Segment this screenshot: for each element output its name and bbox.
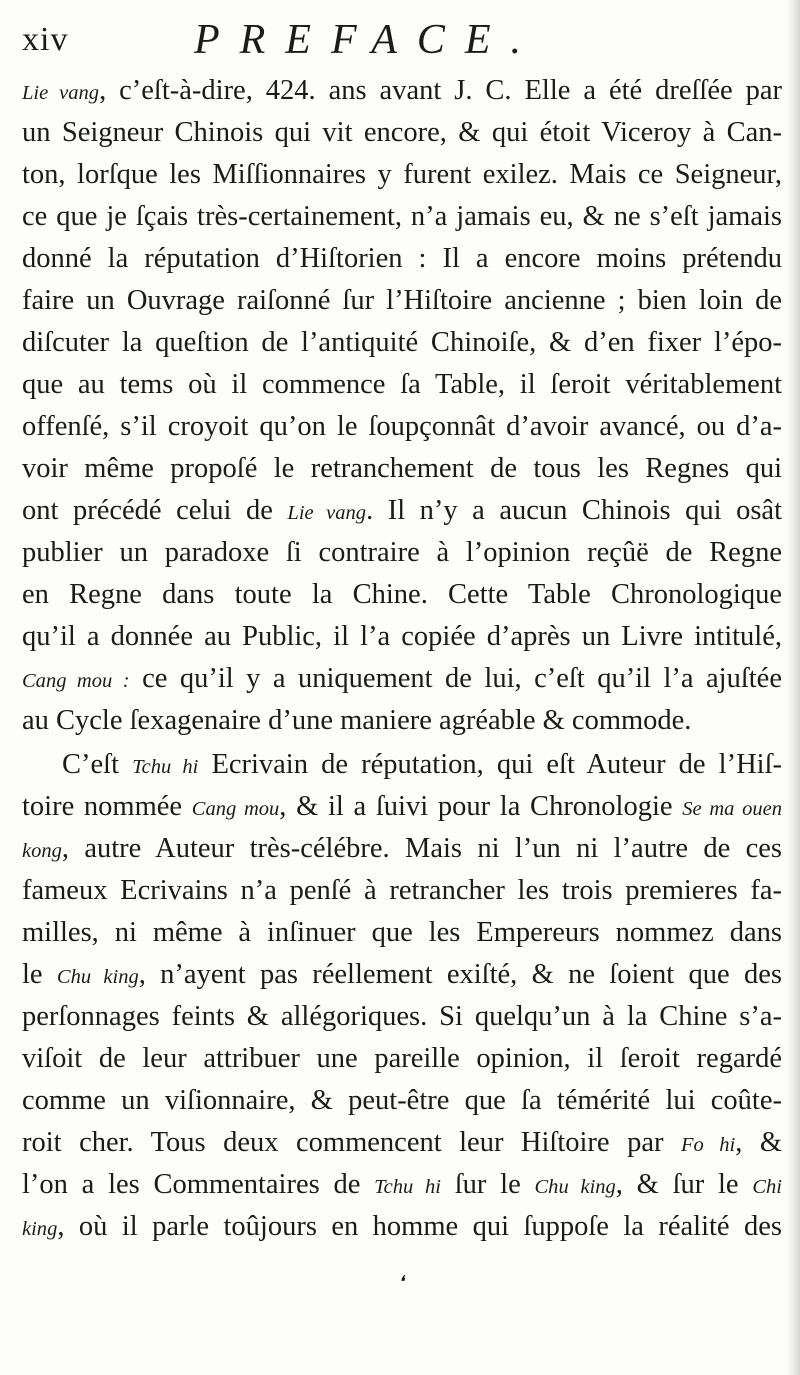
text-run: en Regne dans toute la Chine. Cette Table Chronologique [22, 579, 782, 610]
text-line [22, 406, 782, 448]
text-line [22, 1080, 782, 1122]
text-run: offenſé, s’il croyoit qu’on le ſoupçonnât d’avoir avancé, ou d’a- [22, 411, 782, 442]
text-run: voir même propoſé le retranchement de tous les Regnes qui [22, 453, 782, 484]
text-line [22, 364, 782, 406]
text-run: un Seigneur Chinois qui vit encore, & qui étoit Viceroy à Can- [22, 117, 782, 148]
text-run: viſoit de leur attribuer une pareille opinion, il ſeroit regardé [22, 1043, 782, 1074]
text-run: ſur le [441, 1169, 535, 1200]
text-line [22, 112, 782, 154]
text-line [22, 1122, 782, 1164]
text-line [22, 658, 782, 700]
text-line [22, 954, 782, 996]
text-run: ont précédé celui de [22, 495, 288, 526]
text-run: au Cycle ſexagenaire d’une maniere agréable & commode. [22, 705, 692, 736]
italic-run: Chu king [56, 966, 139, 988]
italic-run: Cang mou [191, 798, 280, 820]
page-edge-shadow [786, 0, 800, 1375]
text-run: , c’eſt-à-dire, 424. ans avant J. C. Elle a été dreſſée par [99, 75, 782, 106]
text-line [22, 280, 782, 322]
text-line [22, 1164, 782, 1206]
text-run: roit cher. Tous deux commencent leur Hiſtoire par [22, 1127, 681, 1158]
text-run: toire nommée [22, 791, 192, 822]
italic-run: kong [22, 840, 62, 862]
text-run: milles, ni même à inſinuer que les Empereurs nommez dans [22, 917, 782, 948]
text-run: , & [735, 1127, 782, 1158]
text-line [22, 238, 782, 280]
text-run: , & il a ſuivi pour la Chronologie [279, 791, 683, 822]
body-text [22, 70, 782, 1248]
italic-run: Se ma ouen [682, 798, 782, 820]
text-run: , & ſur le [615, 1169, 753, 1200]
text-line [22, 828, 782, 870]
text-line [22, 196, 782, 238]
text-run: , n’ayent pas réellement exiſté, & ne ſoient que des [138, 959, 782, 990]
text-run: que au tems où il commence ſa Table, il ſeroit véritablement [22, 369, 782, 400]
text-line [22, 70, 782, 112]
italic-run: Lie vang [22, 82, 100, 104]
italic-run: Cang mou : [22, 670, 130, 692]
italic-run: Chu king [534, 1176, 616, 1198]
text-run: faire un Ouvrage raiſonné ſur l’Hiſtoire ancienne ; bien loin de [22, 285, 782, 316]
text-line [22, 786, 782, 828]
text-run: perſonnages feints & allégoriques. Si quelqu’un à la Chine s’a- [22, 1001, 782, 1032]
text-line [22, 490, 782, 532]
text-run: , où il parle toûjours en homme qui ſuppoſe la réalité des [57, 1211, 782, 1242]
text-line [22, 996, 782, 1038]
text-run: fameux Ecrivains n’a penſé à retrancher les trois premieres fa- [22, 875, 782, 906]
text-line [22, 870, 782, 912]
text-run: comme un viſionnaire, & peut-être que ſa témérité lui coûte- [22, 1085, 782, 1116]
text-run: ton, lorſque les Miſſionnaires y furent exilez. Mais ce Seigneur, [22, 159, 782, 190]
text-line [22, 1206, 782, 1248]
text-line [22, 532, 782, 574]
text-run: qu’il a donnée au Public, il l’a copiée d’après un Livre intitulé, [22, 621, 782, 652]
text-run: le [22, 959, 57, 990]
text-run: diſcuter la queſtion de l’antiquité Chinoiſe, & d’en fixer l’épo- [22, 327, 782, 358]
text-line [22, 154, 782, 196]
text-run: ce que je ſçais très-certainement, n’a jamais eu, & ne s’eſt jamais [22, 201, 782, 232]
text-run: ce qu’il y a uniquement de lui, c’eſt qu’il l’a ajuſtée [129, 663, 782, 694]
text-line [22, 700, 782, 742]
text-run: l’on a les Commentaires de [22, 1169, 375, 1200]
text-line [22, 912, 782, 954]
italic-run: Fo hi [680, 1134, 736, 1156]
text-line [22, 744, 782, 786]
text-line [22, 448, 782, 490]
text-run: donné la réputation d’Hiſtorien : Il a encore moins prétendu [22, 243, 782, 274]
text-line [22, 574, 782, 616]
text-line [22, 1038, 782, 1080]
page-number: xiv [22, 21, 69, 58]
italic-run: Tchu hi [374, 1176, 441, 1198]
footer-mark: ❛ [398, 1272, 404, 1292]
text-run: C’eſt [62, 749, 133, 780]
text-run: . Il n’y a aucun Chinois qui osât [366, 495, 783, 526]
text-run: , autre Auteur très-célébre. Mais ni l’un ni l’autre de ces [61, 833, 782, 864]
text-line [22, 616, 782, 658]
text-run: Ecrivain de réputation, qui eſt Auteur de l’Hiſ- [198, 749, 782, 780]
italic-run: Chi [752, 1176, 783, 1198]
italic-run: Lie vang [287, 502, 367, 524]
text-run: publier un paradoxe ſi contraire à l’opinion reçûë de Regne [22, 537, 782, 568]
text-line [22, 322, 782, 364]
running-title: PREFACE. [194, 17, 542, 63]
italic-run: Tchu hi [132, 756, 199, 778]
page-header [22, 14, 782, 66]
italic-run: king [22, 1218, 58, 1240]
